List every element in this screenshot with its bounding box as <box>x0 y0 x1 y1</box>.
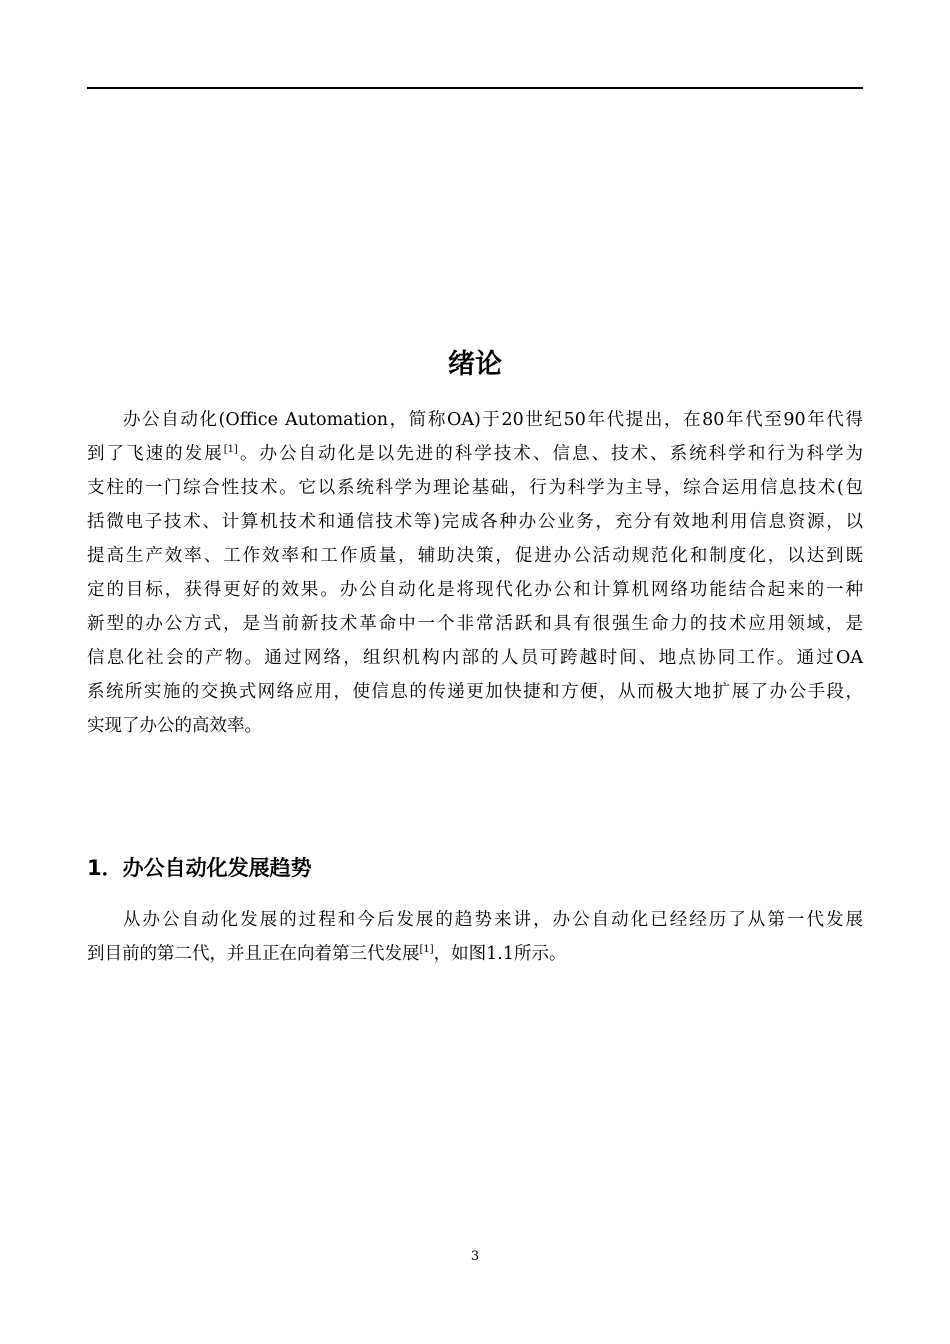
paragraph-line <box>87 641 863 675</box>
paragraph-line <box>87 471 863 505</box>
line-text: 办公自动化(Office Automation，简称OA)于20世纪50年代提出，在80年代至90年代得 <box>123 410 863 430</box>
line-text: 实现了办公的高效率。 <box>87 716 262 736</box>
paragraph-line <box>87 709 863 743</box>
paragraph-line <box>87 675 863 709</box>
section-heading: 1．办公自动化发展趋势 <box>87 856 312 880</box>
paragraph-line <box>87 607 863 641</box>
line-text: 新型的办公方式，是当前新技术革命中一个非常活跃和具有很强生命力的技术应用领域，是 <box>87 614 863 634</box>
line-text: 支柱的一门综合性技术。它以系统科学为理论基础，行为科学为主导，综合运用信息技术(包 <box>87 478 863 498</box>
line-text: 定的目标，获得更好的效果。办公自动化是将现代化办公和计算机网络功能结合起来的一种 <box>87 580 863 600</box>
line-text: 信息化社会的产物。通过网络，组织机构内部的人员可跨越时间、地点协同工作。通过OA <box>87 648 863 668</box>
paragraph-line <box>87 505 863 539</box>
line-text: ，如图1.1所示。 <box>433 944 567 964</box>
line-text: 到目前的第二代，并且正在向着第三代发展 <box>87 944 420 964</box>
paragraph-line <box>87 903 863 937</box>
line-text: 提高生产效率、工作效率和工作质量，辅助决策，促进办公活动规范化和制度化，以达到既 <box>87 546 863 566</box>
line-text: 系统所实施的交换式网络应用，使信息的传递更加快捷和方便，从而极大地扩展了办公手段， <box>87 682 863 702</box>
citation-ref[interactable]: [1] <box>223 444 238 455</box>
paragraph-line <box>87 573 863 607</box>
line-text: 从办公自动化发展的过程和今后发展的趋势来讲，办公自动化已经经历了从第一代发展 <box>123 910 863 930</box>
paragraph-line <box>87 403 863 437</box>
citation-ref[interactable]: [1] <box>419 944 434 955</box>
intro-paragraph <box>87 403 863 743</box>
page-number: 3 <box>470 1249 480 1264</box>
header-rule <box>87 87 863 89</box>
section-paragraph <box>87 903 863 971</box>
page-title: 绪论 <box>448 349 502 380</box>
paragraph-line <box>87 539 863 573</box>
line-text: 。办公自动化是以先进的科学技术、信息、技术、系统科学和行为科学为 <box>237 444 864 464</box>
line-text: 到了飞速的发展 <box>87 444 224 464</box>
line-text: 括微电子技术、计算机技术和通信技术等)完成各种办公业务，充分有效地利用信息资源，以 <box>87 512 863 532</box>
paragraph-line <box>87 437 863 471</box>
paragraph-line <box>87 937 863 971</box>
